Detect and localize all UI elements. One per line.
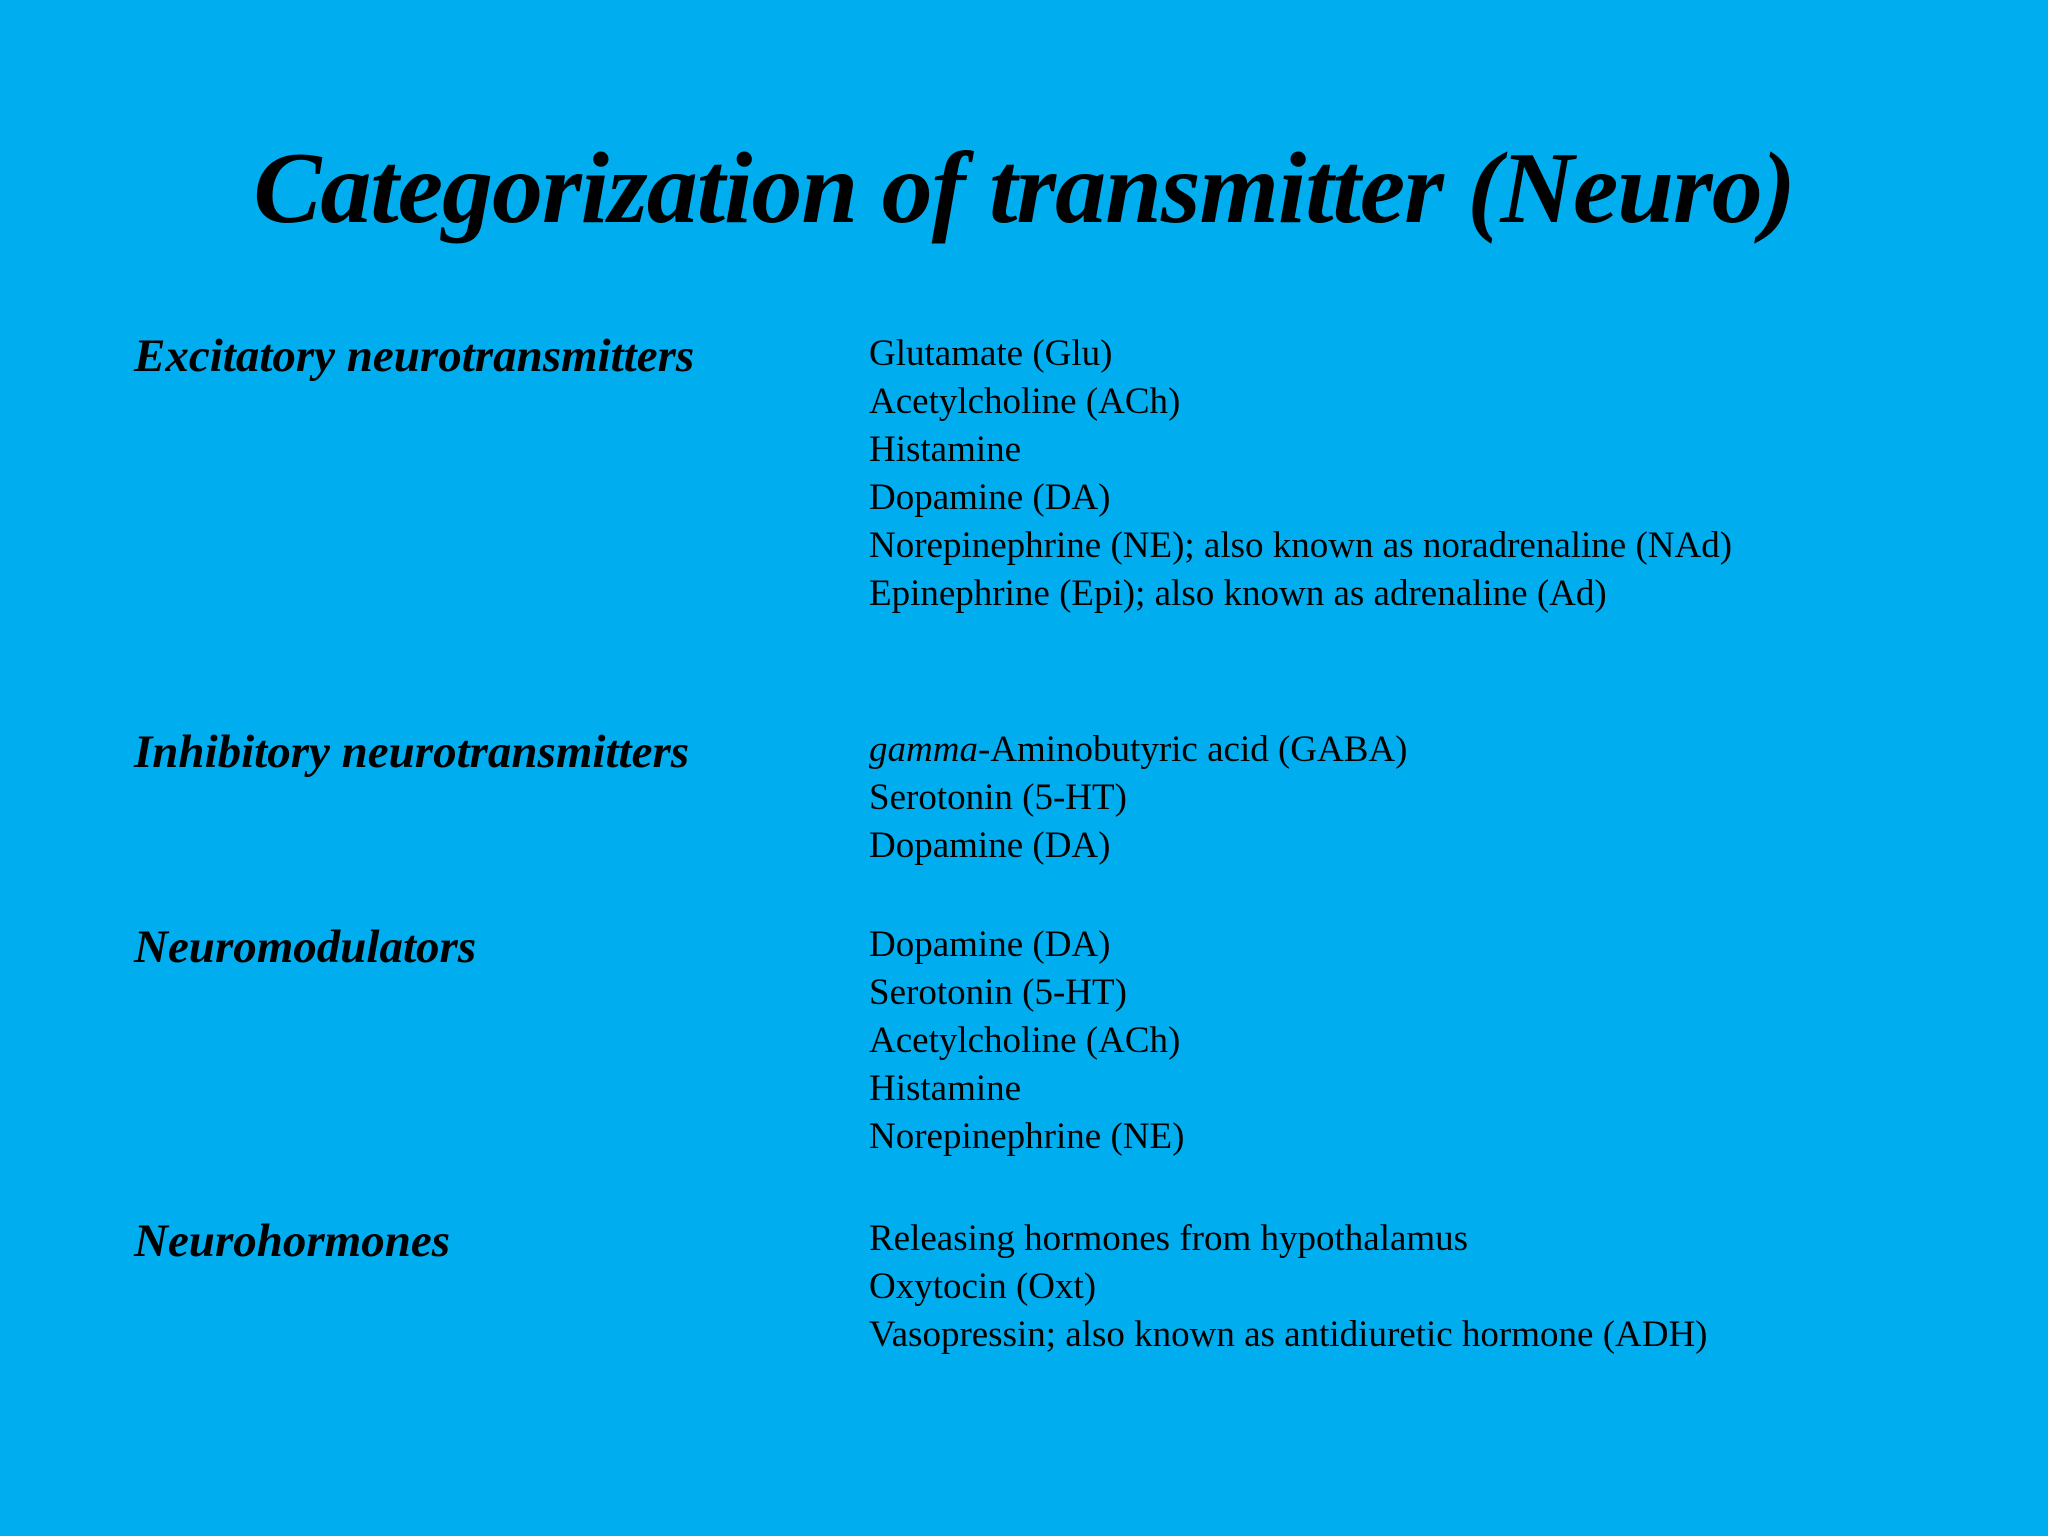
- list-item: Glutamate (Glu): [869, 333, 1113, 374]
- italic-prefix: gamma: [869, 729, 978, 770]
- list-item: Histamine: [869, 429, 1022, 470]
- list-item: [869, 726, 1407, 774]
- list-item: Acetylcholine (ACh): [869, 381, 1181, 422]
- list-item: Epinephrine (Epi); also known as adrenaline (Ad): [869, 573, 1607, 614]
- slide-title: Categorization of transmitter (Neuro): [253, 132, 1795, 245]
- category-label-excitatory: Excitatory neurotransmitters: [134, 330, 695, 382]
- list-item: Dopamine (DA): [869, 825, 1111, 866]
- excitatory-list: [869, 330, 1732, 618]
- neurohormones-list: [869, 1215, 1708, 1359]
- list-item: Norepinephrine (NE); also known as noradrenaline (NAd): [869, 525, 1733, 566]
- list-item: Acetylcholine (ACh): [869, 1020, 1181, 1061]
- neuromodulators-list: [869, 921, 1184, 1161]
- list-item: Oxytocin (Oxt): [869, 1266, 1097, 1307]
- list-item: Norepinephrine (NE): [869, 1116, 1185, 1157]
- list-item: Dopamine (DA): [869, 477, 1111, 518]
- list-item: Releasing hormones from hypothalamus: [869, 1218, 1469, 1259]
- list-item: Histamine: [869, 1068, 1022, 1109]
- list-item: Serotonin (5-HT): [869, 972, 1127, 1013]
- inhibitory-list: [869, 726, 1407, 870]
- list-item: Vasopressin; also known as antidiuretic hormone (ADH): [869, 1314, 1708, 1355]
- category-label-neurohormones: Neurohormones: [134, 1215, 451, 1267]
- list-item: Dopamine (DA): [869, 924, 1111, 965]
- category-label-inhibitory: Inhibitory neurotransmitters: [134, 726, 690, 778]
- list-item: Serotonin (5-HT): [869, 777, 1127, 818]
- list-item-text: -Aminobutyric acid (GABA): [977, 729, 1408, 770]
- category-label-neuromodulators: Neuromodulators: [134, 921, 477, 973]
